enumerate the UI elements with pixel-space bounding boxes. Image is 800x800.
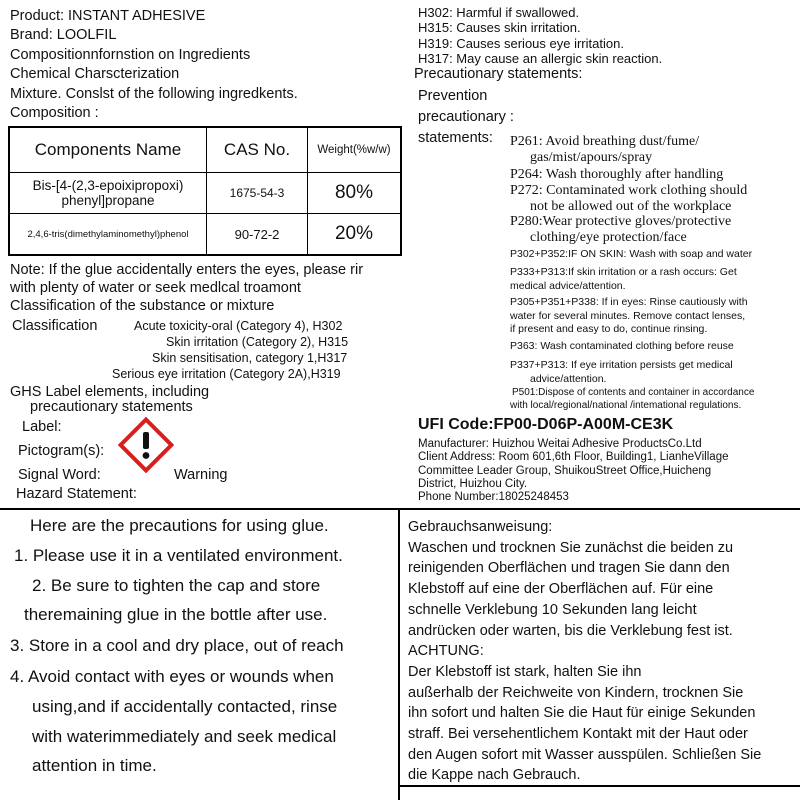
- label-label: Label:: [22, 419, 62, 435]
- hazard-line: H317: May cause an allergic skin reaction.: [418, 51, 663, 66]
- english-step: using,and if accidentally contacted, rinse: [32, 697, 338, 716]
- ufi-code: UFI Code:FP00-D06P-A00M-CE3K: [418, 416, 674, 433]
- signal-word-label: Signal Word:: [18, 467, 101, 483]
- note-line-1: Note: If the glue accidentally enters the eyes, please rir: [10, 262, 364, 278]
- composition-label: Composition :: [10, 105, 99, 121]
- english-step: 3. Store in a cool and dry place, out of reach: [10, 636, 344, 655]
- english-step: 4. Avoid contact with eyes or wounds when: [10, 667, 334, 686]
- section-divider: [0, 508, 800, 510]
- classification-item: Acute toxicity-oral (Category 4), H302: [134, 319, 343, 333]
- p305-statement: [510, 296, 748, 337]
- p-line: with local/regional/national /intemational regulations.: [510, 400, 742, 411]
- classification-item: Skin irritation (Category 2), H315: [166, 335, 349, 349]
- german-line: Klebstoff auf eine der Oberflächen auf. Für eine: [408, 581, 714, 598]
- german-line: Der Klebstoff ist stark, halten Sie ihn: [408, 663, 642, 680]
- german-line: die Kappe nach Gebrauch.: [408, 767, 581, 784]
- exclamation-mark-diamond-icon: [118, 417, 174, 473]
- p-line: P261: Avoid breathing dust/fume/: [510, 134, 700, 149]
- p333-statement: [510, 266, 737, 293]
- table-row: [9, 173, 401, 214]
- p-line: if present and easy to do, continue rinsing.: [510, 323, 708, 335]
- hazard-statement-label: Hazard Statement:: [16, 486, 137, 502]
- phone-line: Phone Number:18025248453: [418, 491, 569, 504]
- precautionary-label: precautionary :: [418, 109, 514, 125]
- table-cell-cas: 90-72-2: [207, 214, 308, 256]
- p-line: P305+P351+P338: If in eyes: Rinse cautiously with: [510, 296, 748, 308]
- chemical-characterization-line: Chemical Charscterization: [10, 66, 180, 82]
- mixture-line: Mixture. Conslst of the following ingredkents.: [10, 86, 298, 102]
- german-line: Gebrauchsanweisung:: [408, 519, 553, 535]
- signal-word-value: Warning: [174, 467, 228, 483]
- composition-info-line: Compositionnfornstion on Ingredients: [10, 47, 251, 63]
- english-step: with waterimmediately and seek medical: [32, 727, 337, 746]
- p302-statement: P302+P352:IF ON SKIN: Wash with soap and water: [510, 248, 753, 260]
- hazard-line: H302: Harmful if swallowed.: [418, 5, 580, 20]
- p-line: not be allowed out of the workplace: [530, 199, 732, 214]
- composition-table: [8, 126, 402, 256]
- p-line: gas/mist/apours/spray: [530, 150, 653, 165]
- german-line: den Augen sofort mit Wasser ausspülen. Schließen Sie: [408, 746, 762, 763]
- p264-statement: P264: Wash thoroughly after handling: [510, 167, 724, 182]
- german-line: außerhalb der Reichweite von Kindern, trocknen Sie: [408, 684, 744, 701]
- p-line: P280:Wear protective gloves/protective: [510, 214, 732, 229]
- table-cell-weight: 20%: [308, 214, 402, 256]
- p-line: advice/attention.: [530, 372, 607, 385]
- ghs-title-2: precautionary statements: [30, 399, 193, 415]
- classification-item: Serious eye irritation (Category 2A),H319: [112, 367, 341, 381]
- p363-statement: P363: Wash contaminated clothing before reuse: [510, 340, 734, 352]
- statements-label: statements:: [418, 130, 493, 146]
- p337-statement: [510, 359, 733, 386]
- note-line-2: with plenty of water or seek medlcal troamont: [10, 280, 301, 296]
- classification-label: Classification: [12, 318, 98, 334]
- address-line: Committee Leader Group, ShuikouStreet Office,Huicheng: [418, 464, 712, 477]
- p-line: P501:Dispose of contents and container in accordance: [512, 387, 755, 398]
- table-cell-weight: 80%: [308, 173, 402, 214]
- classification-title: Classification of the substance or mixture: [10, 298, 275, 314]
- p-line: P272: Contaminated work clothing should: [510, 183, 748, 198]
- name-line: Bis-[4-(2,3-epoixipropoxi): [32, 178, 184, 193]
- table-cell-name: [9, 173, 207, 214]
- german-line: Waschen und trocknen Sie zunächst die beiden zu: [408, 539, 734, 556]
- p-line: water for several minutes. Remove contact lenses,: [510, 309, 746, 322]
- german-line: ihn sofort und halten Sie die Haut für einige Sekunden: [408, 705, 756, 722]
- precautionary-title: Precautionary statements:: [414, 66, 583, 82]
- address-line: District, Huizhou City.: [418, 477, 528, 490]
- name-line: phenyl]propane: [61, 193, 155, 208]
- german-line: ACHTUNG:: [408, 643, 484, 660]
- german-line: schnelle Verklebung 10 Sekunden lang leicht: [408, 601, 697, 618]
- german-line: straff. Bei versehentlichem Kontakt mit der Haut oder: [408, 726, 748, 743]
- brand-line: Brand: LOOLFIL: [10, 27, 117, 43]
- english-step: theremaining glue in the bottle after use.: [24, 605, 328, 624]
- prevention-label: Prevention: [418, 88, 488, 104]
- address-line: Client Address: Room 601,6th Floor, Building1, LianheVillage: [418, 451, 729, 464]
- manufacturer-line: Manufacturer: Huizhou Weitai Adhesive ProductsCo.Ltd: [418, 438, 702, 450]
- table-cell-cas: 1675-54-3: [207, 173, 308, 214]
- column-divider: [398, 508, 400, 800]
- english-title: Here are the precautions for using glue.: [30, 516, 329, 535]
- table-header-row: [9, 127, 401, 173]
- p-line: clothing/eye protection/face: [530, 230, 687, 245]
- manufacturer-block: [418, 438, 728, 504]
- p280-statement: [510, 214, 731, 246]
- p-line: P337+P313: If eye irritation persists get medical: [510, 359, 733, 371]
- german-line: andrücken oder warten, bis die Verklebung fest ist.: [408, 622, 733, 639]
- english-step: 1. Please use it in a ventilated environment.: [14, 546, 343, 565]
- ghs-title-1: GHS Label elements, including: [10, 384, 210, 400]
- p272-statement: [510, 183, 747, 215]
- pictogram-label: Pictogram(s):: [18, 443, 105, 459]
- table-header-cell: CAS No.: [207, 127, 308, 173]
- product-line: Product: INSTANT ADHESIVE: [10, 8, 206, 24]
- english-step: attention in time.: [32, 756, 157, 775]
- german-line: reinigenden Oberflächen und tragen Sie dann den: [408, 560, 730, 577]
- classification-item: Skin sensitisation, category 1,H317: [152, 351, 348, 365]
- hazard-line: H319: Causes serious eye irritation.: [418, 36, 624, 51]
- hazard-line: H315: Causes skin irritation.: [418, 20, 581, 35]
- english-step: 2. Be sure to tighten the cap and store: [32, 576, 321, 595]
- table-row: [9, 214, 401, 256]
- table-header-cell: Weight(%w/w): [308, 127, 402, 173]
- table-cell-name: 2,4,6-tris(dimethylaminomethyl)phenol: [9, 214, 207, 256]
- p-line: P333+P313:If skin irritation or a rash occurs: Get: [510, 266, 737, 278]
- german-instructions: [408, 517, 761, 786]
- p261-statement: [510, 134, 699, 166]
- table-header-cell: Components Name: [9, 127, 207, 173]
- p-line: medical advice/attention.: [510, 279, 626, 292]
- p501-statement: [510, 386, 754, 412]
